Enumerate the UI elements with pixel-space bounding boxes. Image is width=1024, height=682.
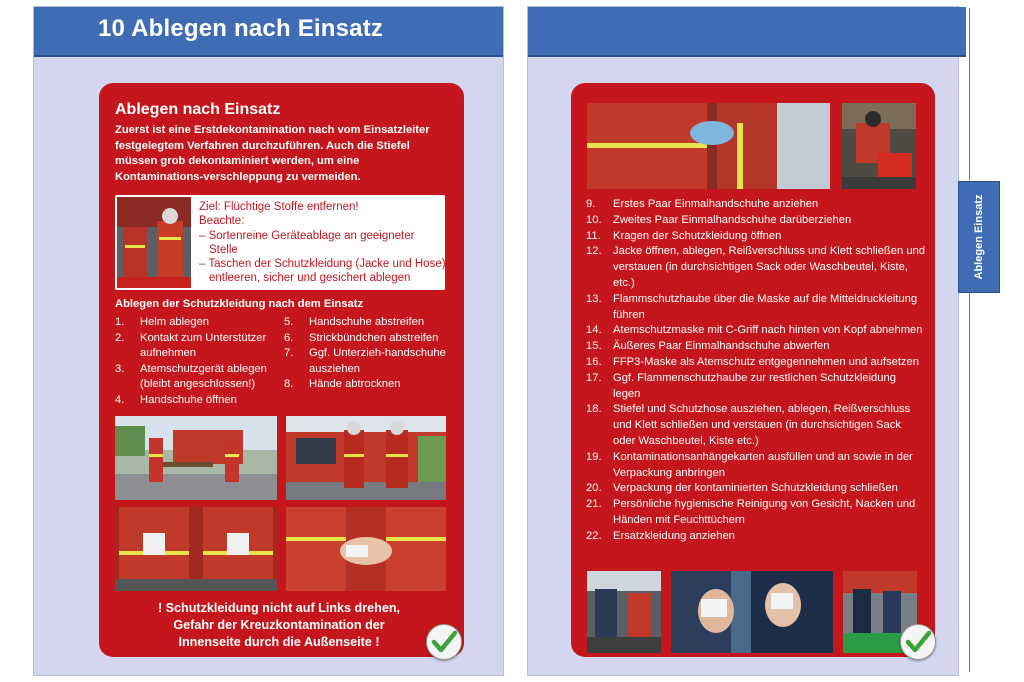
warning-line: Innenseite durch die Außenseite !	[178, 635, 380, 649]
step-item	[586, 197, 926, 213]
step-item	[284, 377, 459, 393]
step-number: 6.	[284, 331, 294, 344]
step-text: Persönliche hygienische Reinigung von Gesicht, Nacken und Händen mit Feuchttüchern	[613, 498, 916, 526]
side-tab-label: Ablegen Einsatz	[973, 194, 985, 280]
step-text: Helm ablegen	[140, 316, 210, 328]
step-item	[586, 481, 926, 497]
step-item	[586, 292, 926, 324]
step-item	[284, 331, 459, 347]
step-text: Strickbündchen abstreifen	[309, 331, 439, 344]
scene-photo-gloves	[115, 507, 277, 591]
step-item	[115, 331, 285, 362]
scene-photo-table	[115, 416, 277, 500]
step-text: FFP3-Maske als Atemschutz entgegennehmen und aufsetzen	[613, 355, 919, 368]
scene-photo-hands	[286, 507, 446, 591]
steps-list	[586, 197, 926, 545]
step-text: Atemschutzmaske mit C-Griff nach hinten von Kopf abnehmen	[613, 324, 923, 337]
checkmark-icon	[426, 624, 462, 660]
warning-line: Gefahr der Kreuzkontamination der	[173, 618, 385, 632]
step-number: 12.	[586, 245, 602, 258]
step-text: Hände abtrocknen	[309, 378, 401, 391]
step-item	[284, 346, 459, 377]
step-item	[586, 339, 926, 355]
step-text: Handschuhe abstreifen	[309, 316, 425, 328]
firefighters-photo	[117, 197, 191, 288]
step-number: 3.	[115, 362, 125, 375]
goal-text	[199, 200, 446, 286]
step-text: Äußeres Paar Einmalhandschuhe abwerfen	[613, 340, 830, 353]
steps-list-right	[284, 315, 459, 393]
goal-line: – Taschen der Schutzkleidung (Jacke und Hose)	[199, 258, 446, 271]
step-item	[586, 497, 926, 529]
step-number: 18.	[586, 403, 602, 416]
instruction-card	[571, 83, 935, 657]
chapter-title: 10 Ablegen nach Einsatz	[98, 15, 384, 42]
step-number: 19.	[586, 450, 602, 463]
step-number: 1.	[115, 316, 125, 328]
step-text: Erstes Paar Einmalhandschuhe anziehen	[613, 198, 819, 210]
warning-text	[129, 600, 429, 651]
scene-photo-storage	[587, 571, 661, 653]
step-text: Kontakt zum Unterstützer aufnehmen	[140, 331, 267, 360]
page-edge-line	[969, 8, 970, 180]
scene-photo-face-cleaning	[671, 571, 833, 653]
warning-line: ! Schutzkleidung nicht auf Links drehen,	[157, 601, 401, 615]
instruction-card	[99, 83, 464, 657]
step-text: Jacke öffnen, ablegen, Reißverschluss und Klett schließen und verstauen (in durchsichtigen Sack oder Waschbeutel, Kiste, etc.)	[613, 245, 925, 289]
step-item	[586, 402, 926, 449]
chapter-side-tab[interactable]	[958, 181, 1000, 293]
step-text: Verpackung der kontaminierten Schutzkleidung schließen	[613, 482, 898, 495]
steps-list-left	[115, 315, 285, 409]
chapter-header	[34, 7, 503, 57]
step-number: 5.	[284, 316, 294, 328]
step-number: 13.	[586, 292, 602, 305]
step-number: 4.	[115, 393, 125, 406]
step-text: Handschuhe öffnen	[140, 393, 237, 406]
step-text: Kontaminationsanhängekarten ausfüllen und an sowie in der Verpackung anbringen	[613, 450, 913, 479]
checkmark-icon	[900, 624, 936, 660]
step-item	[586, 323, 926, 339]
intro-text: Zuerst ist eine Erstdekontamination nach vom Einsatzleiter festgelegtem Verfahren durchzuführen. Auch die Stiefel müssen grob dekontaminiert werden, um eine Kontaminations-verschleppung zu vermeiden.	[115, 124, 430, 183]
step-number: 7.	[284, 347, 294, 360]
goal-line: – Sortenreine Geräteablage an geeigneter	[199, 229, 415, 242]
step-number: 8.	[284, 378, 294, 391]
step-number: 16.	[586, 355, 602, 368]
step-item	[586, 213, 926, 229]
step-number: 21.	[586, 498, 602, 511]
step-item	[586, 355, 926, 371]
step-text: Ggf. Flammenschutzhaube zur restlichen Schutzkleidung legen	[613, 371, 896, 400]
step-text: Flammschutzhaube über die Maske auf die Mitteldruckleitung führen	[613, 292, 918, 321]
scene-photo-truck	[286, 416, 446, 500]
step-text: Stiefel und Schutzhose ausziehen, ablegen, Reißverschluss und Klett schließen und verstauen (in durchsichtigen Sack oder Waschbeutel, Kiste etc.)	[613, 403, 911, 447]
step-item	[586, 244, 926, 291]
step-item	[586, 229, 926, 245]
step-number: 9.	[586, 198, 596, 210]
step-text: Atemschutzgerät ablegen (bleibt angeschlossen!)	[140, 362, 267, 391]
step-text: Kragen der Schutzkleidung öffnen	[613, 229, 782, 242]
step-number: 11.	[586, 229, 601, 242]
goal-line: Beachte:	[199, 215, 245, 228]
step-number: 15.	[586, 340, 602, 353]
card-heading: Ablegen nach Einsatz	[115, 101, 281, 118]
left-page	[33, 6, 504, 676]
step-number: 22.	[586, 529, 602, 542]
step-number: 14.	[586, 324, 602, 337]
page-edge-line	[969, 292, 970, 672]
step-number: 2.	[115, 331, 125, 344]
goal-line: Stelle	[209, 243, 238, 256]
scene-photo-kneeling	[842, 103, 916, 189]
step-text: Ggf. Unterzieh-handschuhe ausziehen	[309, 347, 446, 375]
step-item	[586, 529, 926, 545]
page-header	[528, 7, 966, 57]
step-item	[586, 371, 926, 403]
scene-photo-glove-pull	[587, 103, 830, 189]
step-text: Ersatzkleidung anziehen	[613, 529, 735, 542]
step-item	[115, 362, 285, 393]
step-text: Zweites Paar Einmalhandschuhe darüberziehen	[613, 213, 852, 226]
goal-line: Ziel: Flüchtige Stoffe entfernen!	[199, 201, 359, 213]
right-page	[527, 6, 959, 676]
goal-line: entleeren, sicher und gesichert ablegen	[209, 272, 411, 285]
step-number: 17.	[586, 371, 602, 384]
step-item	[586, 450, 926, 482]
steps-heading: Ablegen der Schutzkleidung nach dem Einsatz	[115, 298, 364, 310]
step-number: 20.	[586, 482, 602, 495]
goal-box	[115, 195, 445, 290]
step-item	[115, 393, 285, 409]
step-item	[115, 315, 285, 331]
step-item	[284, 315, 459, 331]
step-number: 10.	[586, 213, 602, 226]
